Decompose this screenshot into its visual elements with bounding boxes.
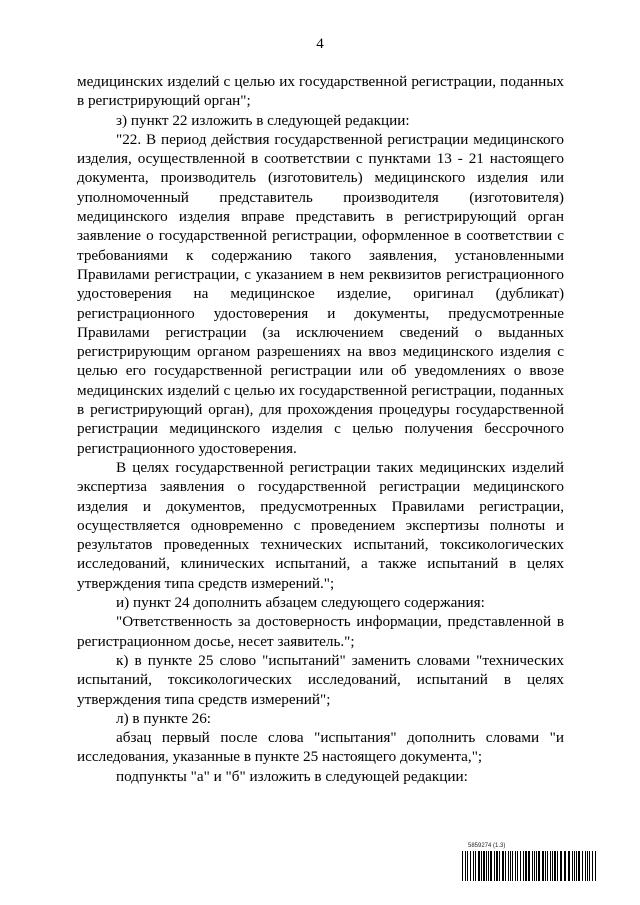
paragraph: л) в пункте 26: [116,709,212,727]
paragraph: подпункты "а" и "б" изложить в следующей редакции: [116,767,468,785]
paragraph: "22. В период действия государственной регистрации медицинского изделия, осуществленной в соответствии с пунктами 13 - 21 настоящего документа, производитель (изготовитель) медицинского изделия или уполномоченный представитель производителя (изготовителя) медицинского изделия вправе представить в регистрирующий орган заявление о государственной регистрации, оформленное в соответствии с требованиями к содержанию такого заявления, установленными Правилами регистрации, с указанием в нем реквизитов регистрационного удостоверения на медицинское изделие, оригинал (дубликат) регистрационного удостоверения и документы, предусмотренные Правилами регистрации (за исключением сведений о выданных регистрирующим органом разрешениях на ввоз медицинского изделия с целью его государственной регистрации или об уведомлениях о ввозе медицинских изделий с целью их государственной регистрации, поданных в регистрирующий орган), для прохождения процедуры государственной регистрации медицинского изделия с целью получения бессрочного регистрационного удостоверения. [77,130,564,457]
paragraph: абзац первый после слова "испытания" дополнить словами "и исследования, указанные в пункте 25 настоящего документа,"; [77,729,564,766]
paragraph: медицинских изделий с целью их государственной регистрации, поданных в регистрирующий орган"; [77,73,564,110]
paragraph: к) в пункте 25 слово "испытаний" заменить словами "технических испытаний, токсикологических исследований, испытаний в целях утверждения типа средств измерений"; [77,651,564,708]
page-number: 4 [316,36,324,52]
paragraph: "Ответственность за достоверность информации, представленной в регистрационном досье, несет заявитель."; [77,613,564,650]
document-body [77,72,564,786]
paragraph: В целях государственной регистрации таких медицинских изделий экспертиза заявления о государственной регистрации медицинского изделия и документов, предусмотренных Правилами регистрации, осуществляется одновременно с проведением экспертизы полноты и результатов проведенных технических испытаний, токсикологических исследований, клинических испытаний, а также испытаний в целях утверждения типа средств измерений."; [77,458,564,592]
paragraph: з) пункт 22 изложить в следующей редакции: [116,111,410,129]
barcode-image [462,851,596,881]
document-footer [462,843,596,883]
paragraph: и) пункт 24 дополнить абзацем следующего содержания: [116,594,485,612]
document-code: 5859274 (1.3) [468,843,506,849]
